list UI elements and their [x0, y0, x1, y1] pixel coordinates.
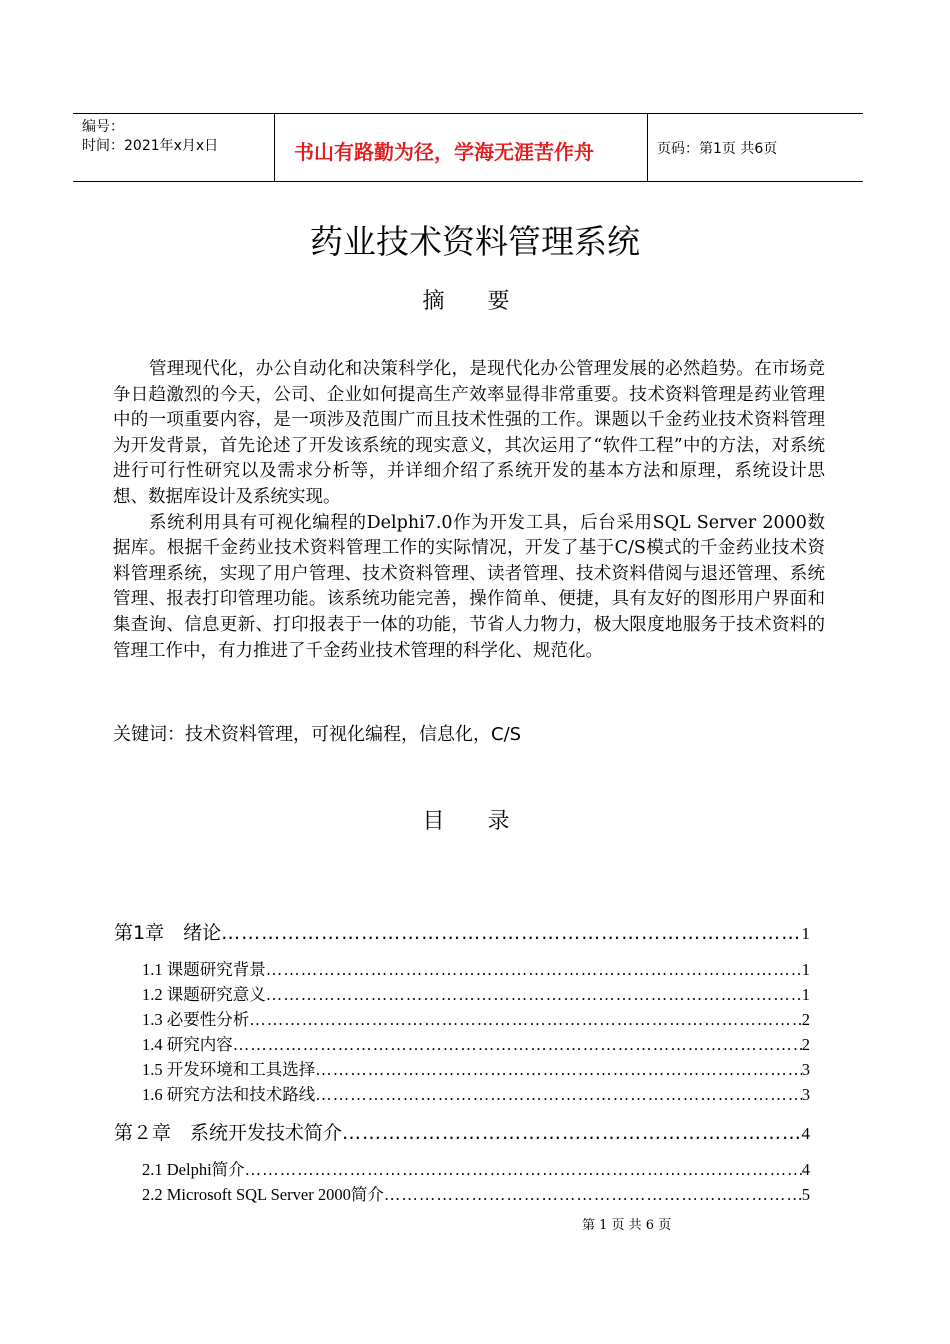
toc-entry-page: 5 [801, 1185, 810, 1204]
toc-entry-label: 第２章 系统开发技术简介 [114, 1122, 343, 1144]
abstract-heading: 摘 要 [422, 289, 528, 314]
toc-entry-section-1-6[interactable] [142, 1081, 810, 1105]
toc-leader-dots [342, 1124, 801, 1143]
header-divider-left [274, 113, 275, 181]
header-page-info: 页码：第1页 共6页 [657, 141, 778, 157]
toc-entry-section-1-1[interactable] [142, 956, 810, 980]
header-top-rule [73, 113, 863, 114]
toc-entry-section-1-4[interactable] [142, 1031, 810, 1055]
toc-leader-dots [266, 987, 802, 1004]
header-bottom-rule [73, 181, 863, 182]
abstract-paragraph-1: 管理现代化，办公自动化和决策科学化，是现代化办公管理发展的必然趋势。在市场竞争日趋激烈的今天，公司、企业如何提高生产效率显得非常重要。技术资料管理是药业管理中的一项重要内容，是一项涉及范围广而且技术性强的工作。课题以千金药业技术资料管理为开发背景，首先论述了开发该系统的现实意义，其次运用了“软件工程”中的方法，对系统进行可行性研究以及需求分析等，并详细介绍了系统开发的基本方法和原理，系统设计思想、数据库设计及系统实现。 [113, 359, 825, 507]
toc-entry-chapter-1[interactable] [114, 918, 810, 945]
header-divider-right [647, 113, 648, 181]
toc-entry-label: 第1章 绪论 [114, 922, 222, 944]
toc-entry-chapter-2[interactable] [114, 1118, 810, 1145]
toc-entry-page: 2 [801, 1035, 810, 1054]
toc-entry-section-1-3[interactable] [142, 1006, 810, 1030]
header-motto: 书山有路勤为径，学海无涯苦作舟 [294, 140, 594, 164]
toc-leader-dots [221, 924, 801, 943]
toc-leader-dots [266, 962, 802, 979]
header-number-label: 编号： [82, 119, 124, 135]
toc-entry-section-1-5[interactable] [142, 1056, 810, 1080]
toc-leader-dots [384, 1187, 802, 1204]
toc-entry-page: 3 [801, 1060, 810, 1079]
keywords-line: 关键词：技术资料管理，可视化编程，信息化，C/S [113, 724, 522, 745]
toc-entry-page: 1 [801, 985, 810, 1004]
toc-entry-page: 4 [801, 1160, 810, 1179]
toc-leader-dots [315, 1062, 802, 1079]
toc-leader-dots [233, 1037, 802, 1054]
toc-entry-label: 1.6 研究方法和技术路线 [142, 1085, 316, 1104]
toc-heading: 目 录 [422, 809, 528, 834]
toc-leader-dots [249, 1012, 802, 1029]
toc-entry-label: 2.2 Microsoft SQL Server 2000简介 [142, 1185, 384, 1204]
toc-entry-label: 1.1 课题研究背景 [142, 960, 266, 979]
toc-entry-page: 2 [801, 1010, 810, 1029]
toc-leader-dots [315, 1087, 802, 1104]
document-title: 药业技术资料管理系统 [310, 222, 640, 261]
toc-entry-label: 1.4 研究内容 [142, 1035, 233, 1054]
toc-leader-dots [245, 1162, 802, 1179]
toc-entry-page: 4 [801, 1124, 810, 1143]
abstract-body [113, 357, 825, 664]
abstract-paragraph-2: 系统利用具有可视化编程的Delphi7.0作为开发工具，后台采用SQL Server 2000数据库。根据千金药业技术资料管理工作的实际情况，开发了基于C/S模式的千金药业技术资料管理系统，实现了用户管理、技术资料管理、读者管理、技术资料借阅与退还管理、系统管理、报表打印管理功能。该系统功能完善，操作简单、便捷，具有友好的图形用户界面和集查询、信息更新、打印报表于一体的功能，节省人力物力，极大限度地服务于技术资料的管理工作中，有力推进了千金药业技术管理的科学化、规范化。 [113, 512, 825, 661]
toc-entry-page: 3 [801, 1085, 810, 1104]
toc-entry-label: 1.5 开发环境和工具选择 [142, 1060, 316, 1079]
toc-entry-label: 1.2 课题研究意义 [142, 985, 266, 1004]
toc-entry-page: 1 [801, 924, 810, 943]
toc-entry-section-1-2[interactable] [142, 981, 810, 1005]
header-time-label: 时间：2021年x月x日 [82, 138, 219, 154]
toc-entry-label: 2.1 Delphi简介 [142, 1160, 245, 1179]
toc-entry-label: 1.3 必要性分析 [142, 1010, 250, 1029]
page-footer: 第 1 页 共 6 页 [582, 1218, 672, 1233]
toc-entry-page: 1 [801, 960, 810, 979]
toc-entry-section-2-2[interactable] [142, 1181, 810, 1205]
toc-entry-section-2-1[interactable] [142, 1156, 810, 1180]
